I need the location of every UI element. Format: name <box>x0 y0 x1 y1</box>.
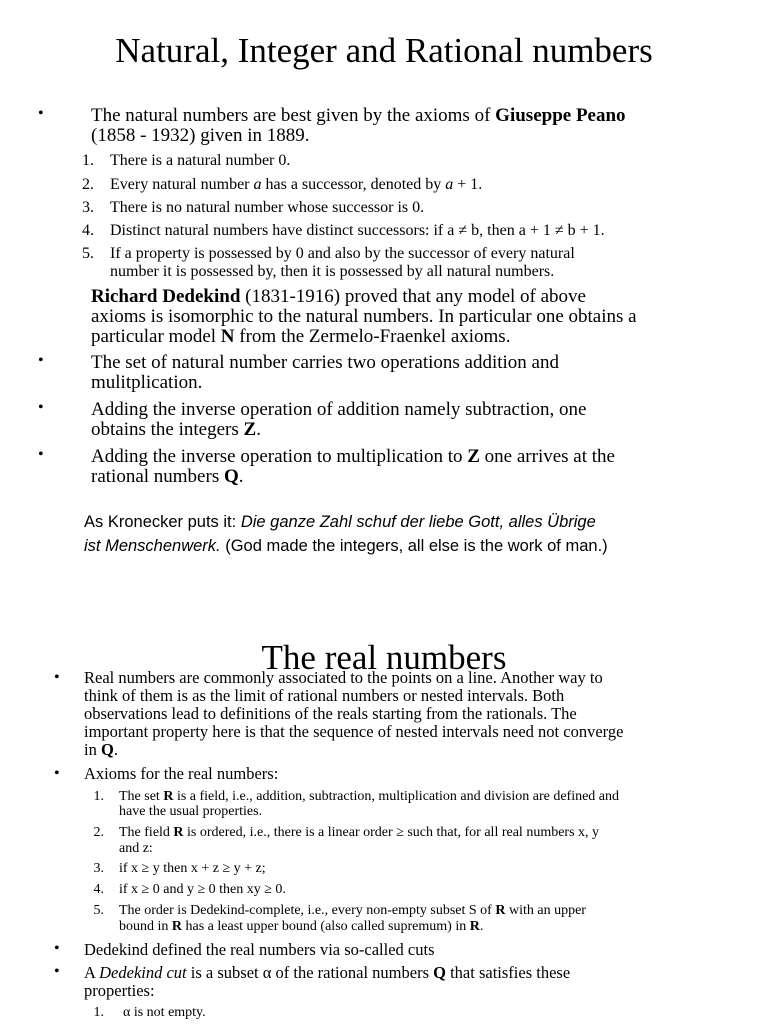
cut-property-1: α is not empty. <box>123 1005 206 1020</box>
list-number: 1. <box>93 1005 104 1020</box>
list-number: 3. <box>82 199 94 216</box>
kronecker-quote-line2: ist Menschenwerk. (God made the integers, all else is the work of man.) <box>84 537 608 555</box>
peano-intro-line2: (1858 - 1932) given in 1889. <box>91 125 310 146</box>
section-title-real-numbers: The real numbers <box>261 638 507 677</box>
bullet-marker: • <box>38 352 44 369</box>
real-axiom-5-line1: The order is Dedekind-complete, i.e., every non-empty subset S of R with an upper <box>119 903 586 918</box>
reals-intro-line5: in Q. <box>84 740 118 759</box>
operations-line2: mulitplication. <box>91 372 203 393</box>
real-axiom-2-line2: and z: <box>119 841 153 856</box>
dedekind-cuts: Dedekind defined the real numbers via so-called cuts <box>84 940 435 959</box>
bullet-marker: • <box>54 669 60 686</box>
rationals-line1: Adding the inverse operation to multiplication to Z one arrives at the <box>91 446 615 467</box>
list-number: 3. <box>93 861 104 876</box>
list-number: 1. <box>93 789 104 804</box>
list-number: 4. <box>82 222 94 239</box>
bullet-marker: • <box>38 105 44 122</box>
real-axiom-5-line2: bound in R has a least upper bound (also called supremum) in R. <box>119 919 484 934</box>
peano-axiom-1: There is a natural number 0. <box>110 152 291 169</box>
dedekind-line1: Richard Dedekind (1831-1916) proved that any model of above <box>91 286 586 307</box>
dedekind-line2: axioms is isomorphic to the natural numbers. In particular one obtains a <box>91 306 637 327</box>
axioms-heading: Axioms for the real numbers: <box>84 764 279 783</box>
reals-intro-line4: important property here is that the sequence of nested intervals need not converge <box>84 722 624 741</box>
list-number: 4. <box>93 882 104 897</box>
integers-line1: Adding the inverse operation of addition namely subtraction, one <box>91 399 587 420</box>
list-number: 2. <box>82 176 94 193</box>
peano-axiom-5-line1: If a property is possessed by 0 and also by the successor of every natural <box>110 245 575 262</box>
real-axiom-2-line1: The field R is ordered, i.e., there is a linear order ≥ such that, for all real numbers x, y <box>119 825 600 840</box>
cut-definition-line1: A Dedekind cut is a subset α of the rational numbers Q that satisfies these <box>84 963 571 982</box>
list-number: 1. <box>82 152 94 169</box>
rationals-line2: rational numbers Q. <box>91 466 244 487</box>
peano-axiom-2: Every natural number a has a successor, denoted by a + 1. <box>110 176 483 193</box>
real-axiom-1-line2: have the usual properties. <box>119 804 263 819</box>
section-title-natural-numbers: Natural, Integer and Rational numbers <box>115 31 653 70</box>
bullet-marker: • <box>38 399 44 416</box>
bullet-marker: • <box>54 765 60 782</box>
peano-axiom-5-line2: number it is possessed by, then it is possessed by all natural numbers. <box>110 263 555 280</box>
bullet-marker: • <box>54 963 60 980</box>
reals-intro-line1: Real numbers are commonly associated to the points on a line. Another way to <box>84 668 603 687</box>
list-number: 2. <box>93 825 104 840</box>
integers-line2: obtains the integers Z. <box>91 419 261 440</box>
bullet-marker: • <box>54 940 60 957</box>
dedekind-line3: particular model N from the Zermelo-Fraenkel axioms. <box>91 326 511 347</box>
bullet-marker: • <box>38 446 44 463</box>
peano-axiom-4: Distinct natural numbers have distinct successors: if a ≠ b, then a + 1 ≠ b + 1. <box>110 222 605 239</box>
real-axiom-4: if x ≥ 0 and y ≥ 0 then xy ≥ 0. <box>119 882 286 897</box>
real-axiom-3: if x ≥ y then x + z ≥ y + z; <box>119 861 266 876</box>
cut-definition-line2: properties: <box>84 981 155 1000</box>
list-number: 5. <box>82 245 94 262</box>
reals-intro-line2: think of them is as the limit of rational numbers or nested intervals. Both <box>84 686 565 705</box>
kronecker-quote-line1: As Kronecker puts it: Die ganze Zahl schuf der liebe Gott, alles Übrige <box>84 513 596 531</box>
peano-intro-line1: The natural numbers are best given by the axioms of Giuseppe Peano <box>91 105 626 126</box>
operations-line1: The set of natural number carries two operations addition and <box>91 352 559 373</box>
real-axiom-1-line1: The set R is a field, i.e., addition, subtraction, multiplication and division are defined and <box>119 789 620 804</box>
reals-intro-line3: observations lead to definitions of the reals starting from the rationals. The <box>84 704 577 723</box>
peano-axiom-3: There is no natural number whose successor is 0. <box>110 199 425 216</box>
list-number: 5. <box>93 903 104 918</box>
